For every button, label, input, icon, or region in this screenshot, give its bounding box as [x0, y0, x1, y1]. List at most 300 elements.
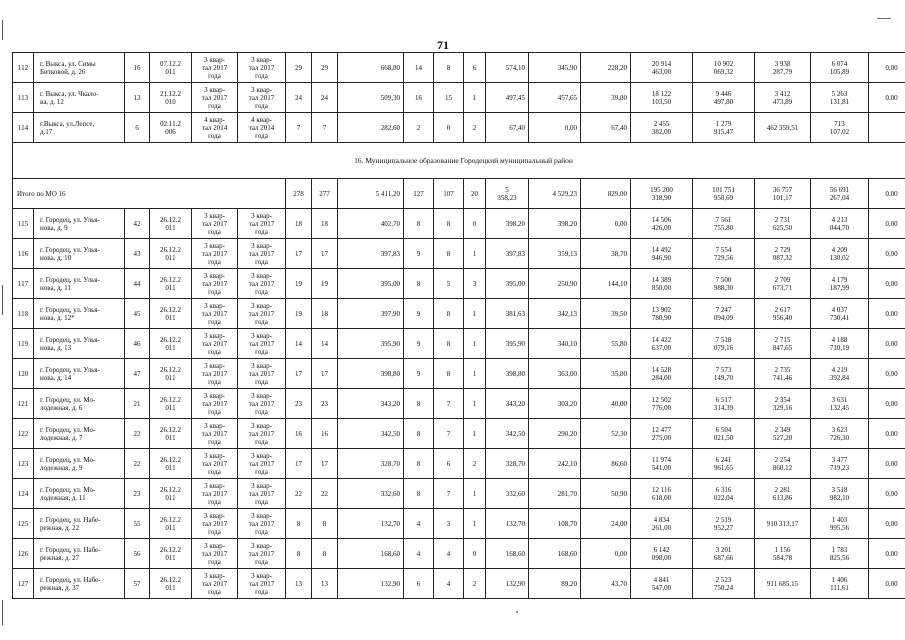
cell-text: 19 — [295, 309, 302, 318]
table-cell — [192, 389, 238, 419]
table-cell — [693, 269, 755, 299]
cell-text: 343,20 — [380, 399, 400, 408]
table-cell — [693, 479, 755, 509]
cell-text: 9 — [416, 369, 421, 378]
cell-text: 17 — [295, 369, 302, 378]
table-cell — [312, 389, 338, 419]
table-cell — [755, 209, 811, 239]
cell-text: 8 — [446, 309, 451, 318]
table-cell — [755, 239, 811, 269]
total-cell: 4 529,23 — [529, 179, 581, 209]
table-cell — [581, 539, 631, 569]
cell-text: 6 504 021,50 — [713, 425, 734, 442]
cell-text: 0,00 — [564, 123, 577, 132]
table-cell — [338, 419, 404, 449]
row-number-cell — [13, 569, 34, 599]
cell-text: 4 037 730,41 — [829, 305, 850, 322]
table-cell — [755, 389, 811, 419]
table-row — [13, 509, 905, 539]
cell-text: 23 — [295, 399, 302, 408]
table-cell — [464, 329, 486, 359]
cell-text: 242,10 — [557, 459, 577, 468]
table-cell — [312, 209, 338, 239]
table-cell — [755, 509, 811, 539]
section-title: 16. Муниципальное образование Городецкий муниципальный район — [13, 143, 905, 179]
table-cell — [434, 419, 464, 449]
table-cell — [755, 329, 811, 359]
cell-text: 6 142 098,00 — [651, 545, 672, 562]
cell-text: 6 316 022,04 — [713, 485, 734, 502]
cell-text: 7 — [322, 123, 327, 132]
table-cell — [286, 449, 312, 479]
table-cell — [434, 389, 464, 419]
address-cell — [34, 299, 125, 329]
cell-text: 7 — [446, 489, 451, 498]
cell-text: 3 квар- тал 2017 года — [248, 511, 275, 536]
table-cell — [529, 53, 581, 83]
cell-text: 12 477 275,00 — [651, 425, 672, 442]
cell-text: 7 500 988,30 — [713, 275, 734, 292]
table-cell — [631, 569, 693, 599]
total-cell — [486, 179, 529, 209]
table-cell — [338, 269, 404, 299]
table-cell — [434, 509, 464, 539]
cell-text: 0,00 — [885, 249, 898, 258]
cell-text: 1 — [472, 519, 477, 528]
table-cell — [631, 209, 693, 239]
table-row — [13, 269, 905, 299]
total-label: Итого по МО 16 — [13, 179, 286, 209]
total-cell: 5 411,20 — [338, 179, 404, 209]
cell-text: 3 квар- тал 2017 года — [248, 301, 275, 326]
cell-text: 52,30 — [611, 429, 627, 438]
cell-text: 395,00 — [380, 279, 400, 288]
table-cell — [125, 449, 150, 479]
cell-text: 120 — [17, 369, 29, 378]
cell-text: 50,90 — [611, 489, 627, 498]
table-cell — [486, 419, 529, 449]
table-cell — [286, 389, 312, 419]
cell-text: 381,63 — [505, 309, 525, 318]
cell-text: 1 — [472, 309, 477, 318]
cell-text: 8 — [416, 459, 421, 468]
table-cell — [338, 359, 404, 389]
table-cell — [529, 509, 581, 539]
table-cell — [529, 389, 581, 419]
table-cell — [238, 299, 286, 329]
table-cell — [631, 509, 693, 539]
address-cell — [34, 239, 125, 269]
table-cell — [150, 269, 192, 299]
table-cell — [811, 359, 869, 389]
table-cell — [581, 449, 631, 479]
cell-text: 6 517 314,39 — [713, 395, 734, 412]
cell-text: 2 455 382,00 — [651, 119, 672, 136]
table-row — [13, 329, 905, 359]
table-row — [13, 53, 905, 83]
table-cell — [755, 113, 811, 143]
table-cell — [486, 53, 529, 83]
cell-text: 26.12.2 011 — [160, 305, 181, 322]
cell-text: 8 — [446, 369, 451, 378]
cell-text: 0,00 — [885, 63, 898, 72]
total-cell: 20 — [464, 179, 486, 209]
cell-text: 2 523 750,24 — [713, 575, 734, 592]
table-cell — [631, 419, 693, 449]
cell-text: 21 — [133, 399, 141, 408]
cell-text: 47 — [133, 369, 141, 378]
total-cell — [693, 179, 755, 209]
table-body-bottom — [13, 209, 905, 599]
table-cell — [811, 419, 869, 449]
cell-text: 2 — [472, 579, 477, 588]
table-cell — [529, 569, 581, 599]
table-cell — [338, 113, 404, 143]
cell-text: 4 — [416, 519, 421, 528]
table-cell — [238, 479, 286, 509]
cell-text: 0,00 — [885, 459, 898, 468]
table-cell — [338, 239, 404, 269]
table-cell — [869, 269, 905, 299]
table-cell — [581, 389, 631, 419]
table-cell — [125, 209, 150, 239]
address-cell — [34, 389, 125, 419]
row-number-cell — [13, 209, 34, 239]
table-cell — [693, 299, 755, 329]
table-cell — [125, 569, 150, 599]
cell-text: 14 389 850,00 — [651, 275, 672, 292]
table-cell — [312, 83, 338, 113]
table-cell — [286, 419, 312, 449]
address-cell — [34, 113, 125, 143]
table-cell — [125, 419, 150, 449]
table-cell — [192, 449, 238, 479]
table-cell — [811, 239, 869, 269]
cell-text: 14 506 426,00 — [651, 215, 672, 232]
table-cell — [312, 359, 338, 389]
cell-text: 3 квар- тал 2017 года — [248, 391, 275, 416]
address-cell — [34, 509, 125, 539]
table-cell — [464, 209, 486, 239]
cell-text: г. Городец, ул. Улья- нова, д. 9 — [40, 215, 100, 232]
cell-text: 6 — [416, 579, 421, 588]
cell-text: 3 квар- тал 2017 года — [201, 451, 228, 476]
table-cell — [150, 299, 192, 329]
table-cell — [434, 479, 464, 509]
table-cell — [404, 209, 434, 239]
cell-text: г. Городец, ул. Улья- нова, д. 14 — [40, 365, 100, 382]
table-cell — [192, 569, 238, 599]
cell-text: 117 — [17, 279, 29, 288]
cell-text: 9 446 497,80 — [713, 89, 734, 106]
row-number-cell — [13, 269, 34, 299]
table-cell — [581, 479, 631, 509]
table-cell — [486, 509, 529, 539]
cell-text: 3 квар- тал 2017 года — [201, 541, 228, 566]
cell-text: 363,00 — [557, 369, 577, 378]
cell-text: 0,00 — [614, 549, 627, 558]
cell-text: 3 квар- тал 2017 года — [248, 361, 275, 386]
page-number: 71 — [437, 38, 449, 52]
table-cell — [529, 269, 581, 299]
cell-text: 4 квар- тал 2014 года — [248, 115, 275, 140]
table-cell — [404, 479, 434, 509]
cell-text: 340,10 — [557, 339, 577, 348]
cell-text: 55 — [133, 519, 141, 528]
cell-text: 6 241 961,65 — [713, 455, 734, 472]
cell-text: 397,83 — [380, 249, 400, 258]
cell-text: 2 709 673,71 — [772, 275, 793, 292]
table-cell — [693, 113, 755, 143]
table-cell — [811, 539, 869, 569]
cell-text: 3 квар- тал 2017 года — [201, 391, 228, 416]
cell-text: г. Городец, ул. Улья- нова, д. 11 — [40, 275, 100, 292]
table-cell — [693, 449, 755, 479]
cell-text: 7 561 755,80 — [713, 215, 734, 232]
table-cell — [192, 113, 238, 143]
table-cell — [150, 239, 192, 269]
cell-text: 18 — [295, 219, 302, 228]
cell-text: 14 422 637,00 — [651, 335, 672, 352]
table-cell — [486, 113, 529, 143]
table-cell — [869, 569, 905, 599]
table-cell — [125, 299, 150, 329]
cell-text: 6 074 105,89 — [829, 59, 850, 76]
cell-text: 0,00 — [885, 579, 898, 588]
table-cell — [192, 479, 238, 509]
table-row — [13, 83, 905, 113]
table-cell — [434, 239, 464, 269]
table-cell — [150, 509, 192, 539]
cell-text: 332,60 — [505, 489, 525, 498]
cell-text: 5 — [446, 279, 451, 288]
row-number-cell — [13, 359, 34, 389]
cell-text: г. Городец, ул. Мо- лодежная, д. 7 — [40, 425, 96, 442]
table-cell — [581, 83, 631, 113]
table-cell — [125, 389, 150, 419]
cell-text: 26.12.2 011 — [160, 335, 181, 352]
row-number-cell — [13, 539, 34, 569]
cell-text: 26.12.2 011 — [160, 485, 181, 502]
cell-text: 108,70 — [557, 519, 577, 528]
cell-text: 2 349 527,20 — [772, 425, 793, 442]
table-cell — [338, 509, 404, 539]
cell-text: 2 715 847,65 — [772, 335, 793, 352]
cell-text: 22 — [321, 489, 328, 498]
cell-text: 7 518 079,16 — [713, 335, 734, 352]
table-cell — [869, 479, 905, 509]
cell-text: 3 квар- тал 2017 года — [248, 571, 275, 596]
cell-text: 3 квар- тал 2017 года — [201, 271, 228, 296]
address-cell — [34, 479, 125, 509]
table-cell — [150, 53, 192, 83]
cell-text: 7 247 094,09 — [713, 305, 734, 322]
table-cell — [693, 209, 755, 239]
table-cell — [486, 449, 529, 479]
table-cell — [404, 269, 434, 299]
cell-text: 3 — [472, 279, 477, 288]
cell-text: 132,70 — [505, 519, 525, 528]
table-cell — [869, 239, 905, 269]
cell-text: 17 — [321, 369, 328, 378]
cell-text: 3 412 473,89 — [772, 89, 793, 106]
table-cell — [464, 359, 486, 389]
cell-text: 1 279 915,47 — [713, 119, 734, 136]
table-cell — [404, 113, 434, 143]
table-cell — [192, 299, 238, 329]
table-cell — [238, 359, 286, 389]
cell-text: 282,60 — [380, 123, 400, 132]
cell-text: 11 974 541,00 — [651, 455, 672, 472]
cell-text: 4 — [416, 549, 421, 558]
cell-text: 12 116 618,00 — [651, 485, 672, 502]
cell-text: г. Городец, ул. Набе- режная, д. 37 — [40, 575, 101, 592]
cell-text: 3 квар- тал 2017 года — [248, 85, 275, 110]
table-cell — [125, 329, 150, 359]
cell-text: 2 254 860,12 — [772, 455, 793, 472]
table-cell — [755, 419, 811, 449]
address-cell — [34, 53, 125, 83]
row-number-cell — [13, 299, 34, 329]
table-cell — [312, 113, 338, 143]
cell-text: 0 — [446, 123, 451, 132]
table-cell — [811, 509, 869, 539]
cell-text: 8 — [296, 519, 301, 528]
table-cell — [755, 449, 811, 479]
table-cell — [434, 329, 464, 359]
table-cell — [192, 419, 238, 449]
cell-text: 395,90 — [380, 339, 400, 348]
cell-text: 13 — [295, 579, 302, 588]
table-cell — [811, 299, 869, 329]
cell-text: 3 квар- тал 2017 года — [201, 511, 228, 536]
address-cell — [34, 539, 125, 569]
cell-text: 3 938 287,79 — [772, 59, 793, 76]
table-cell — [869, 539, 905, 569]
total-cell: 127 — [404, 179, 434, 209]
cell-text: 281,70 — [557, 489, 577, 498]
cell-text: 20 914 463,00 — [651, 59, 672, 76]
cell-text: 132,90 — [505, 579, 525, 588]
table-cell — [486, 539, 529, 569]
address-cell — [34, 419, 125, 449]
table-cell — [125, 83, 150, 113]
table-cell — [811, 479, 869, 509]
cell-text: 23 — [321, 399, 328, 408]
table-cell — [693, 569, 755, 599]
table-cell — [404, 389, 434, 419]
table-cell — [693, 359, 755, 389]
cell-text: 3 477 719,23 — [829, 455, 850, 472]
table-cell — [286, 299, 312, 329]
table-cell — [192, 269, 238, 299]
table-cell — [631, 299, 693, 329]
table-cell — [150, 569, 192, 599]
total-cell-text: 101 751 950,69 — [712, 185, 735, 202]
cell-text: 24 — [321, 93, 328, 102]
table-row — [13, 449, 905, 479]
cell-text: 26.12.2 011 — [160, 275, 181, 292]
cell-text: 7 — [296, 123, 301, 132]
table-cell — [150, 83, 192, 113]
table-cell — [125, 539, 150, 569]
cell-text: 250,90 — [557, 279, 577, 288]
table-cell — [693, 53, 755, 83]
cell-text: 115 — [17, 219, 29, 228]
cell-text: 44 — [133, 279, 141, 288]
table-cell — [581, 299, 631, 329]
table-cell — [238, 83, 286, 113]
address-cell — [34, 83, 125, 113]
table-cell — [869, 509, 905, 539]
table-cell — [434, 209, 464, 239]
cell-text: 0,00 — [885, 369, 898, 378]
cell-text: 8 — [322, 519, 327, 528]
table-cell — [125, 479, 150, 509]
cell-text: 2 — [472, 459, 477, 468]
table-cell — [869, 53, 905, 83]
table-cell — [125, 113, 150, 143]
table-cell — [464, 479, 486, 509]
cell-text: 7 — [446, 429, 451, 438]
cell-text: 332,60 — [380, 489, 400, 498]
cell-text: 2 729 087,32 — [772, 245, 793, 262]
cell-text: 39,50 — [611, 309, 627, 318]
cell-text: 89,20 — [561, 579, 577, 588]
table-cell — [238, 539, 286, 569]
cell-text: 0,00 — [885, 399, 898, 408]
table-cell — [464, 299, 486, 329]
cell-text: 12 502 776,00 — [651, 395, 672, 412]
table-cell — [150, 419, 192, 449]
table-cell — [125, 53, 150, 83]
cell-text: 8 — [416, 429, 421, 438]
table-cell — [434, 83, 464, 113]
table-cell — [238, 389, 286, 419]
table-cell — [286, 509, 312, 539]
table-cell — [338, 449, 404, 479]
cell-text: 3 квар- тал 2017 года — [201, 361, 228, 386]
cell-text: 38,70 — [611, 249, 627, 258]
cell-text: 21.12.2 010 — [160, 89, 181, 106]
cell-text: 1 406 111,61 — [830, 575, 849, 592]
row-number-cell — [13, 113, 34, 143]
cell-text: 15 — [445, 93, 452, 102]
cell-text: 144,10 — [607, 279, 627, 288]
table-cell — [755, 569, 811, 599]
cell-text: 328,70 — [505, 459, 525, 468]
table-cell — [150, 479, 192, 509]
cell-text: 911 685,15 — [766, 579, 799, 588]
table-cell — [434, 449, 464, 479]
cell-text: 4 841 547,00 — [651, 575, 672, 592]
cell-text: 3 квар- тал 2017 года — [248, 331, 275, 356]
cell-text: 113 — [17, 93, 29, 102]
cell-text: 3 631 132,45 — [829, 395, 850, 412]
cell-text: 3 квар- тал 2017 года — [201, 85, 228, 110]
cell-text: 3 квар- тал 2017 года — [248, 421, 275, 446]
cell-text: 16 — [133, 63, 141, 72]
table-cell — [312, 419, 338, 449]
cell-text: 343,20 — [505, 399, 525, 408]
table-cell — [286, 359, 312, 389]
cell-text: 4 834 261,00 — [651, 515, 672, 532]
table-cell — [811, 113, 869, 143]
table-cell — [529, 83, 581, 113]
cell-text: 19 — [295, 279, 302, 288]
table-cell — [192, 53, 238, 83]
cell-text: 86,60 — [611, 459, 627, 468]
